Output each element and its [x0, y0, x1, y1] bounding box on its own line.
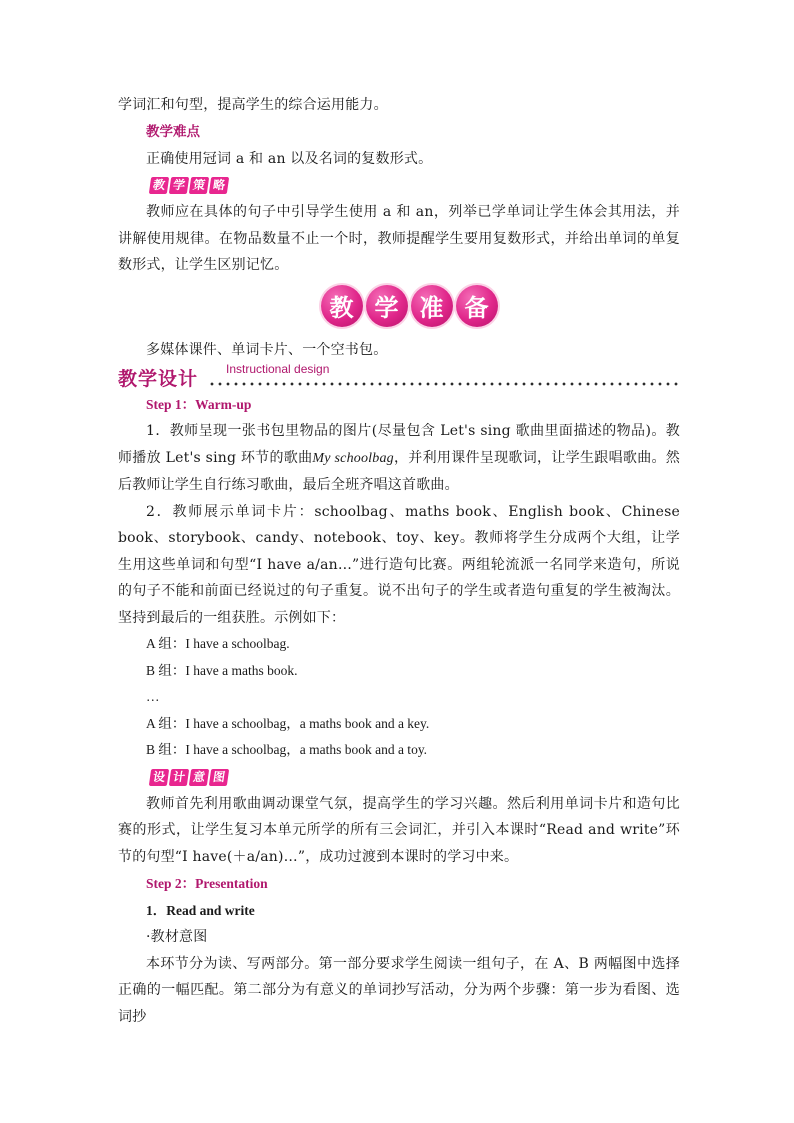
strategy-text: 教师应在具体的句子中引导学生使用 a 和 an，列举已学单词让学生体会其用法，并讲解使用规律。在物品数量不止一个时，教师提醒学生要用复数形式，并给出单词的单复数形式，让学生区别记忆。 [118, 204, 680, 273]
intent-text: 教师首先利用歌曲调动课堂气氛，提高学生的学习兴趣。然后利用单词卡片和造句比赛的形式，让学生复习本单元所学的所有三会词汇，并引入本课时“Read and write”环节的句型“I have(＋a/an)…”，成功过渡到本课时的学习中来。 [118, 795, 680, 865]
banner-char: 学 [366, 285, 408, 327]
strategy-badge [118, 172, 680, 199]
example-line: A 组：I have a schoolbag，a maths book and a key. [146, 715, 430, 731]
page-content [118, 92, 680, 1030]
read-and-write-heading: 1．Read and write [146, 903, 255, 918]
material-text: 本环节分为读、写两部分。第一部分要求学生阅读一组句子，在 A、B 两幅图中选择正确的一幅匹配。第二部分为有意义的单词抄写活动，分为两个步骤：第一步为看图、选词抄 [118, 955, 680, 1025]
design-title: 教学设计 [118, 368, 199, 390]
design-section-header [118, 362, 680, 391]
banner-char: 教 [321, 285, 363, 327]
badge-char: 设 [149, 769, 169, 786]
paragraph-continuation: 学词汇和句型，提高学生的综合运用能力。 [118, 97, 388, 113]
step1-paragraph-2: 2．教师展示单词卡片：schoolbag、maths book、English book、Chinese book、storybook、candy、notebook、toy、key。教师将学生分成两个大组，让学生用这些单词和句型“I have a/an…”进行造句比赛。两组轮流派一名同学来造句，所说的句子不能和前面已经说过的句子重复。说不出句子的学生或者造句重复的学生被淘汰。坚持到最后的一组获胜。示例如下： [118, 503, 680, 626]
step1-heading: Step 1：Warm-up [146, 397, 252, 412]
preparation-text: 多媒体课件、单词卡片、一个空书包。 [146, 341, 388, 358]
example-line: … [146, 689, 160, 704]
difficulty-heading: 教学难点 [146, 123, 200, 140]
step1-paragraph-1: 1．教师呈现一张书包里物品的图片(尽量包含 Let's sing 歌曲里面描述的物品)。教师播放 Let's sing 环节的歌曲My schoolbag，并利用课件呈现歌词，让学生跟唱歌曲。然后教师让学生自行练习歌曲，最后全班齐唱这首歌曲。 [118, 423, 681, 493]
badge-char: 策 [189, 177, 209, 194]
preparation-banner [118, 285, 680, 331]
dotted-divider [208, 381, 680, 387]
difficulty-text: 正确使用冠词 a 和 an 以及名词的复数形式。 [146, 150, 433, 167]
example-line: A 组：I have a schoolbag. [146, 636, 290, 651]
badge-char: 学 [169, 177, 189, 194]
intent-badge [118, 764, 680, 791]
badge-char: 略 [209, 177, 229, 194]
badge-char: 图 [209, 769, 229, 786]
step2-heading: Step 2：Presentation [146, 876, 268, 891]
example-line: B 组：I have a maths book. [146, 662, 298, 678]
banner-char: 准 [411, 285, 453, 327]
badge-char: 教 [149, 177, 169, 194]
material-heading: ·教材意图 [146, 929, 208, 945]
song-title: My schoolbag [312, 450, 394, 466]
badge-char: 意 [189, 769, 209, 786]
design-subtitle: Instructional design [226, 362, 330, 376]
example-line: B 组：I have a schoolbag，a maths book and a toy. [146, 742, 428, 757]
badge-char: 计 [169, 769, 189, 786]
banner-char: 备 [456, 285, 498, 327]
